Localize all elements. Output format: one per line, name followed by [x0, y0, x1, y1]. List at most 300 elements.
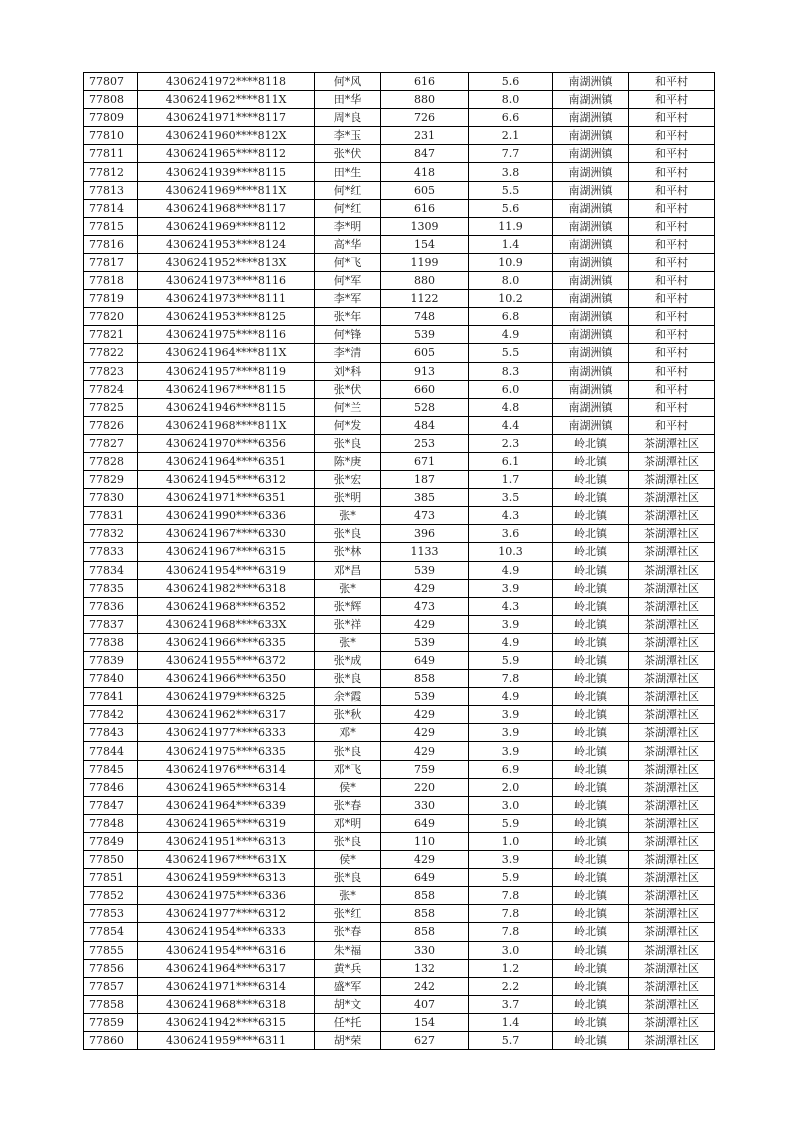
amount-cell: 1122 [381, 290, 469, 308]
person-name-cell: 胡*文 [315, 995, 381, 1013]
area-cell: 1.2 [469, 959, 553, 977]
id-number-cell: 4306241969****811X [138, 181, 315, 199]
id-number-cell: 4306241954****6316 [138, 941, 315, 959]
row-number-cell: 77852 [84, 887, 138, 905]
area-cell: 6.9 [469, 760, 553, 778]
village-cell: 和平村 [629, 344, 715, 362]
table-row [84, 489, 715, 507]
amount-cell: 132 [381, 959, 469, 977]
row-number-cell: 77848 [84, 814, 138, 832]
row-number-cell: 77834 [84, 561, 138, 579]
town-cell: 岭北镇 [553, 688, 629, 706]
row-number-cell: 77816 [84, 235, 138, 253]
amount-cell: 539 [381, 633, 469, 651]
town-cell: 南湖洲镇 [553, 73, 629, 91]
id-number-cell: 4306241967****631X [138, 851, 315, 869]
id-number-cell: 4306241972****8118 [138, 73, 315, 91]
person-name-cell: 张*伏 [315, 380, 381, 398]
town-cell: 岭北镇 [553, 452, 629, 470]
town-cell: 岭北镇 [553, 995, 629, 1013]
row-number-cell: 77824 [84, 380, 138, 398]
table-row [84, 778, 715, 796]
amount-cell: 253 [381, 434, 469, 452]
amount-cell: 429 [381, 706, 469, 724]
row-number-cell: 77845 [84, 760, 138, 778]
row-number-cell: 77855 [84, 941, 138, 959]
id-number-cell: 4306241990****6336 [138, 507, 315, 525]
town-cell: 南湖洲镇 [553, 235, 629, 253]
person-name-cell: 邓* [315, 724, 381, 742]
village-cell: 茶湖潭社区 [629, 525, 715, 543]
person-name-cell: 何*风 [315, 73, 381, 91]
table-row [84, 832, 715, 850]
id-number-cell: 4306241939****8115 [138, 163, 315, 181]
amount-cell: 110 [381, 832, 469, 850]
table-row [84, 670, 715, 688]
table-row [84, 525, 715, 543]
row-number-cell: 77856 [84, 959, 138, 977]
id-number-cell: 4306241951****6313 [138, 832, 315, 850]
id-number-cell: 4306241971****8117 [138, 109, 315, 127]
id-number-cell: 4306241982****6318 [138, 579, 315, 597]
table-row [84, 181, 715, 199]
table-row [84, 543, 715, 561]
person-name-cell: 何*红 [315, 181, 381, 199]
id-number-cell: 4306241954****6319 [138, 561, 315, 579]
area-cell: 6.1 [469, 452, 553, 470]
amount-cell: 429 [381, 615, 469, 633]
town-cell: 岭北镇 [553, 670, 629, 688]
person-name-cell: 张*春 [315, 796, 381, 814]
row-number-cell: 77833 [84, 543, 138, 561]
row-number-cell: 77853 [84, 905, 138, 923]
person-name-cell: 张*秋 [315, 706, 381, 724]
id-number-cell: 4306241966****6335 [138, 633, 315, 651]
table-row [84, 796, 715, 814]
id-number-cell: 4306241968****6318 [138, 995, 315, 1013]
row-number-cell: 77820 [84, 308, 138, 326]
village-cell: 和平村 [629, 127, 715, 145]
person-name-cell: 何*兰 [315, 398, 381, 416]
row-number-cell: 77840 [84, 670, 138, 688]
row-number-cell: 77832 [84, 525, 138, 543]
town-cell: 岭北镇 [553, 507, 629, 525]
area-cell: 2.1 [469, 127, 553, 145]
amount-cell: 748 [381, 308, 469, 326]
area-cell: 4.8 [469, 398, 553, 416]
town-cell: 岭北镇 [553, 1031, 629, 1049]
amount-cell: 759 [381, 760, 469, 778]
amount-cell: 858 [381, 887, 469, 905]
town-cell: 岭北镇 [553, 742, 629, 760]
area-cell: 5.7 [469, 1031, 553, 1049]
village-cell: 茶湖潭社区 [629, 597, 715, 615]
id-number-cell: 4306241968****633X [138, 615, 315, 633]
id-number-cell: 4306241962****6317 [138, 706, 315, 724]
village-cell: 和平村 [629, 73, 715, 91]
town-cell: 南湖洲镇 [553, 326, 629, 344]
amount-cell: 539 [381, 326, 469, 344]
village-cell: 茶湖潭社区 [629, 869, 715, 887]
table-row [84, 253, 715, 271]
area-cell: 5.5 [469, 344, 553, 362]
id-number-cell: 4306241964****6351 [138, 452, 315, 470]
area-cell: 1.4 [469, 235, 553, 253]
town-cell: 岭北镇 [553, 724, 629, 742]
id-number-cell: 4306241960****812X [138, 127, 315, 145]
id-number-cell: 4306241973****8116 [138, 272, 315, 290]
table-row [84, 308, 715, 326]
village-cell: 茶湖潭社区 [629, 670, 715, 688]
town-cell: 岭北镇 [553, 597, 629, 615]
person-name-cell: 张*红 [315, 905, 381, 923]
person-name-cell: 张*良 [315, 869, 381, 887]
table-row [84, 416, 715, 434]
amount-cell: 154 [381, 235, 469, 253]
person-name-cell: 张*祥 [315, 615, 381, 633]
village-cell: 和平村 [629, 272, 715, 290]
village-cell: 茶湖潭社区 [629, 941, 715, 959]
amount-cell: 154 [381, 1013, 469, 1031]
village-cell: 茶湖潭社区 [629, 724, 715, 742]
town-cell: 南湖洲镇 [553, 290, 629, 308]
person-name-cell: 张*良 [315, 670, 381, 688]
row-number-cell: 77859 [84, 1013, 138, 1031]
area-cell: 5.9 [469, 814, 553, 832]
amount-cell: 429 [381, 851, 469, 869]
area-cell: 3.5 [469, 489, 553, 507]
table-row [84, 163, 715, 181]
town-cell: 南湖洲镇 [553, 109, 629, 127]
village-cell: 和平村 [629, 217, 715, 235]
row-number-cell: 77821 [84, 326, 138, 344]
row-number-cell: 77846 [84, 778, 138, 796]
table-row [84, 742, 715, 760]
area-cell: 5.9 [469, 652, 553, 670]
village-cell: 茶湖潭社区 [629, 543, 715, 561]
amount-cell: 605 [381, 344, 469, 362]
person-name-cell: 张* [315, 579, 381, 597]
table-row [84, 362, 715, 380]
town-cell: 岭北镇 [553, 525, 629, 543]
town-cell: 岭北镇 [553, 561, 629, 579]
village-cell: 和平村 [629, 308, 715, 326]
person-name-cell: 何*锋 [315, 326, 381, 344]
village-cell: 茶湖潭社区 [629, 995, 715, 1013]
table-row [84, 869, 715, 887]
row-number-cell: 77807 [84, 73, 138, 91]
area-cell: 3.6 [469, 525, 553, 543]
amount-cell: 616 [381, 199, 469, 217]
row-number-cell: 77815 [84, 217, 138, 235]
village-cell: 茶湖潭社区 [629, 561, 715, 579]
table-row [84, 471, 715, 489]
person-name-cell: 陈*庚 [315, 452, 381, 470]
table-row [84, 977, 715, 995]
table-row [84, 145, 715, 163]
person-name-cell: 张*明 [315, 489, 381, 507]
village-cell: 和平村 [629, 109, 715, 127]
area-cell: 3.9 [469, 706, 553, 724]
person-name-cell: 周*良 [315, 109, 381, 127]
area-cell: 8.0 [469, 91, 553, 109]
town-cell: 岭北镇 [553, 489, 629, 507]
area-cell: 4.9 [469, 688, 553, 706]
village-cell: 茶湖潭社区 [629, 507, 715, 525]
row-number-cell: 77809 [84, 109, 138, 127]
row-number-cell: 77828 [84, 452, 138, 470]
amount-cell: 913 [381, 362, 469, 380]
id-number-cell: 4306241965****6314 [138, 778, 315, 796]
town-cell: 南湖洲镇 [553, 272, 629, 290]
amount-cell: 418 [381, 163, 469, 181]
person-name-cell: 张*良 [315, 832, 381, 850]
table-row [84, 272, 715, 290]
area-cell: 3.9 [469, 579, 553, 597]
amount-cell: 858 [381, 670, 469, 688]
table-row [84, 760, 715, 778]
village-cell: 和平村 [629, 253, 715, 271]
area-cell: 10.3 [469, 543, 553, 561]
amount-cell: 649 [381, 652, 469, 670]
person-name-cell: 侯* [315, 778, 381, 796]
town-cell: 南湖洲镇 [553, 362, 629, 380]
village-cell: 茶湖潭社区 [629, 652, 715, 670]
area-cell: 8.3 [469, 362, 553, 380]
amount-cell: 220 [381, 778, 469, 796]
town-cell: 岭北镇 [553, 814, 629, 832]
row-number-cell: 77850 [84, 851, 138, 869]
town-cell: 岭北镇 [553, 633, 629, 651]
amount-cell: 429 [381, 742, 469, 760]
person-name-cell: 何*军 [315, 272, 381, 290]
id-number-cell: 4306241971****6314 [138, 977, 315, 995]
id-number-cell: 4306241975****6335 [138, 742, 315, 760]
amount-cell: 649 [381, 869, 469, 887]
table-row [84, 109, 715, 127]
row-number-cell: 77808 [84, 91, 138, 109]
amount-cell: 726 [381, 109, 469, 127]
person-name-cell: 任*托 [315, 1013, 381, 1031]
area-cell: 4.3 [469, 507, 553, 525]
amount-cell: 242 [381, 977, 469, 995]
table-row [84, 1013, 715, 1031]
id-number-cell: 4306241946****8115 [138, 398, 315, 416]
id-number-cell: 4306241967****6330 [138, 525, 315, 543]
village-cell: 和平村 [629, 235, 715, 253]
row-number-cell: 77835 [84, 579, 138, 597]
amount-cell: 187 [381, 471, 469, 489]
village-cell: 茶湖潭社区 [629, 796, 715, 814]
amount-cell: 616 [381, 73, 469, 91]
town-cell: 岭北镇 [553, 615, 629, 633]
area-cell: 7.8 [469, 923, 553, 941]
amount-cell: 858 [381, 905, 469, 923]
town-cell: 岭北镇 [553, 923, 629, 941]
area-cell: 3.9 [469, 615, 553, 633]
area-cell: 4.9 [469, 633, 553, 651]
id-number-cell: 4306241953****8125 [138, 308, 315, 326]
row-number-cell: 77830 [84, 489, 138, 507]
area-cell: 2.2 [469, 977, 553, 995]
area-cell: 4.4 [469, 416, 553, 434]
id-number-cell: 4306241968****6352 [138, 597, 315, 615]
id-number-cell: 4306241955****6372 [138, 652, 315, 670]
id-number-cell: 4306241967****6315 [138, 543, 315, 561]
area-cell: 7.7 [469, 145, 553, 163]
table-row [84, 724, 715, 742]
id-number-cell: 4306241979****6325 [138, 688, 315, 706]
village-cell: 茶湖潭社区 [629, 905, 715, 923]
row-number-cell: 77837 [84, 615, 138, 633]
area-cell: 5.9 [469, 869, 553, 887]
row-number-cell: 77814 [84, 199, 138, 217]
town-cell: 岭北镇 [553, 1013, 629, 1031]
area-cell: 5.6 [469, 199, 553, 217]
town-cell: 南湖洲镇 [553, 416, 629, 434]
row-number-cell: 77819 [84, 290, 138, 308]
area-cell: 10.2 [469, 290, 553, 308]
row-number-cell: 77857 [84, 977, 138, 995]
area-cell: 11.9 [469, 217, 553, 235]
id-number-cell: 4306241975****8116 [138, 326, 315, 344]
amount-cell: 880 [381, 91, 469, 109]
village-cell: 茶湖潭社区 [629, 760, 715, 778]
id-number-cell: 4306241965****8112 [138, 145, 315, 163]
person-name-cell: 邓*明 [315, 814, 381, 832]
table-row [84, 688, 715, 706]
town-cell: 岭北镇 [553, 471, 629, 489]
area-cell: 3.0 [469, 796, 553, 814]
village-cell: 茶湖潭社区 [629, 1031, 715, 1049]
village-cell: 和平村 [629, 181, 715, 199]
person-name-cell: 张* [315, 887, 381, 905]
person-name-cell: 张*年 [315, 308, 381, 326]
area-cell: 4.9 [469, 326, 553, 344]
row-number-cell: 77826 [84, 416, 138, 434]
row-number-cell: 77822 [84, 344, 138, 362]
row-number-cell: 77844 [84, 742, 138, 760]
id-number-cell: 4306241959****6311 [138, 1031, 315, 1049]
row-number-cell: 77823 [84, 362, 138, 380]
row-number-cell: 77825 [84, 398, 138, 416]
town-cell: 南湖洲镇 [553, 163, 629, 181]
row-number-cell: 77839 [84, 652, 138, 670]
area-cell: 3.0 [469, 941, 553, 959]
row-number-cell: 77847 [84, 796, 138, 814]
area-cell: 3.9 [469, 742, 553, 760]
id-number-cell: 4306241964****6317 [138, 959, 315, 977]
town-cell: 岭北镇 [553, 760, 629, 778]
table-row [84, 380, 715, 398]
table-row [84, 941, 715, 959]
id-number-cell: 4306241967****8115 [138, 380, 315, 398]
village-cell: 茶湖潭社区 [629, 923, 715, 941]
village-cell: 茶湖潭社区 [629, 814, 715, 832]
person-name-cell: 张* [315, 507, 381, 525]
amount-cell: 605 [381, 181, 469, 199]
person-name-cell: 何*飞 [315, 253, 381, 271]
village-cell: 和平村 [629, 91, 715, 109]
id-number-cell: 4306241945****6312 [138, 471, 315, 489]
id-number-cell: 4306241957****8119 [138, 362, 315, 380]
area-cell: 5.5 [469, 181, 553, 199]
id-number-cell: 4306241954****6333 [138, 923, 315, 941]
amount-cell: 1133 [381, 543, 469, 561]
table-row [84, 579, 715, 597]
amount-cell: 539 [381, 688, 469, 706]
area-cell: 1.4 [469, 1013, 553, 1031]
village-cell: 茶湖潭社区 [629, 706, 715, 724]
town-cell: 岭北镇 [553, 851, 629, 869]
person-name-cell: 张*良 [315, 434, 381, 452]
amount-cell: 330 [381, 941, 469, 959]
person-name-cell: 田*生 [315, 163, 381, 181]
person-name-cell: 田*华 [315, 91, 381, 109]
id-number-cell: 4306241965****6319 [138, 814, 315, 832]
row-number-cell: 77841 [84, 688, 138, 706]
village-cell: 和平村 [629, 416, 715, 434]
table-row [84, 633, 715, 651]
village-cell: 茶湖潭社区 [629, 959, 715, 977]
row-number-cell: 77827 [84, 434, 138, 452]
person-name-cell: 盛*军 [315, 977, 381, 995]
row-number-cell: 77854 [84, 923, 138, 941]
person-name-cell: 侯* [315, 851, 381, 869]
town-cell: 南湖洲镇 [553, 145, 629, 163]
table-row [84, 1031, 715, 1049]
area-cell: 4.9 [469, 561, 553, 579]
amount-cell: 858 [381, 923, 469, 941]
area-cell: 3.8 [469, 163, 553, 181]
amount-cell: 627 [381, 1031, 469, 1049]
amount-cell: 429 [381, 579, 469, 597]
table-row [84, 290, 715, 308]
area-cell: 7.8 [469, 905, 553, 923]
table-row [84, 235, 715, 253]
row-number-cell: 77818 [84, 272, 138, 290]
row-number-cell: 77831 [84, 507, 138, 525]
town-cell: 岭北镇 [553, 977, 629, 995]
table-row [84, 995, 715, 1013]
row-number-cell: 77858 [84, 995, 138, 1013]
town-cell: 南湖洲镇 [553, 217, 629, 235]
area-cell: 1.0 [469, 832, 553, 850]
village-cell: 和平村 [629, 362, 715, 380]
table-row [84, 887, 715, 905]
row-number-cell: 77810 [84, 127, 138, 145]
person-name-cell: 高*华 [315, 235, 381, 253]
person-name-cell: 邓*飞 [315, 760, 381, 778]
table-body [84, 73, 715, 1050]
table-row [84, 507, 715, 525]
village-cell: 茶湖潭社区 [629, 579, 715, 597]
id-number-cell: 4306241942****6315 [138, 1013, 315, 1031]
amount-cell: 671 [381, 452, 469, 470]
id-number-cell: 4306241977****6312 [138, 905, 315, 923]
table-row [84, 73, 715, 91]
town-cell: 岭北镇 [553, 543, 629, 561]
person-name-cell: 张*良 [315, 525, 381, 543]
person-name-cell: 李*清 [315, 344, 381, 362]
town-cell: 岭北镇 [553, 887, 629, 905]
village-cell: 茶湖潭社区 [629, 688, 715, 706]
town-cell: 岭北镇 [553, 959, 629, 977]
town-cell: 岭北镇 [553, 796, 629, 814]
town-cell: 岭北镇 [553, 832, 629, 850]
row-number-cell: 77817 [84, 253, 138, 271]
row-number-cell: 77811 [84, 145, 138, 163]
